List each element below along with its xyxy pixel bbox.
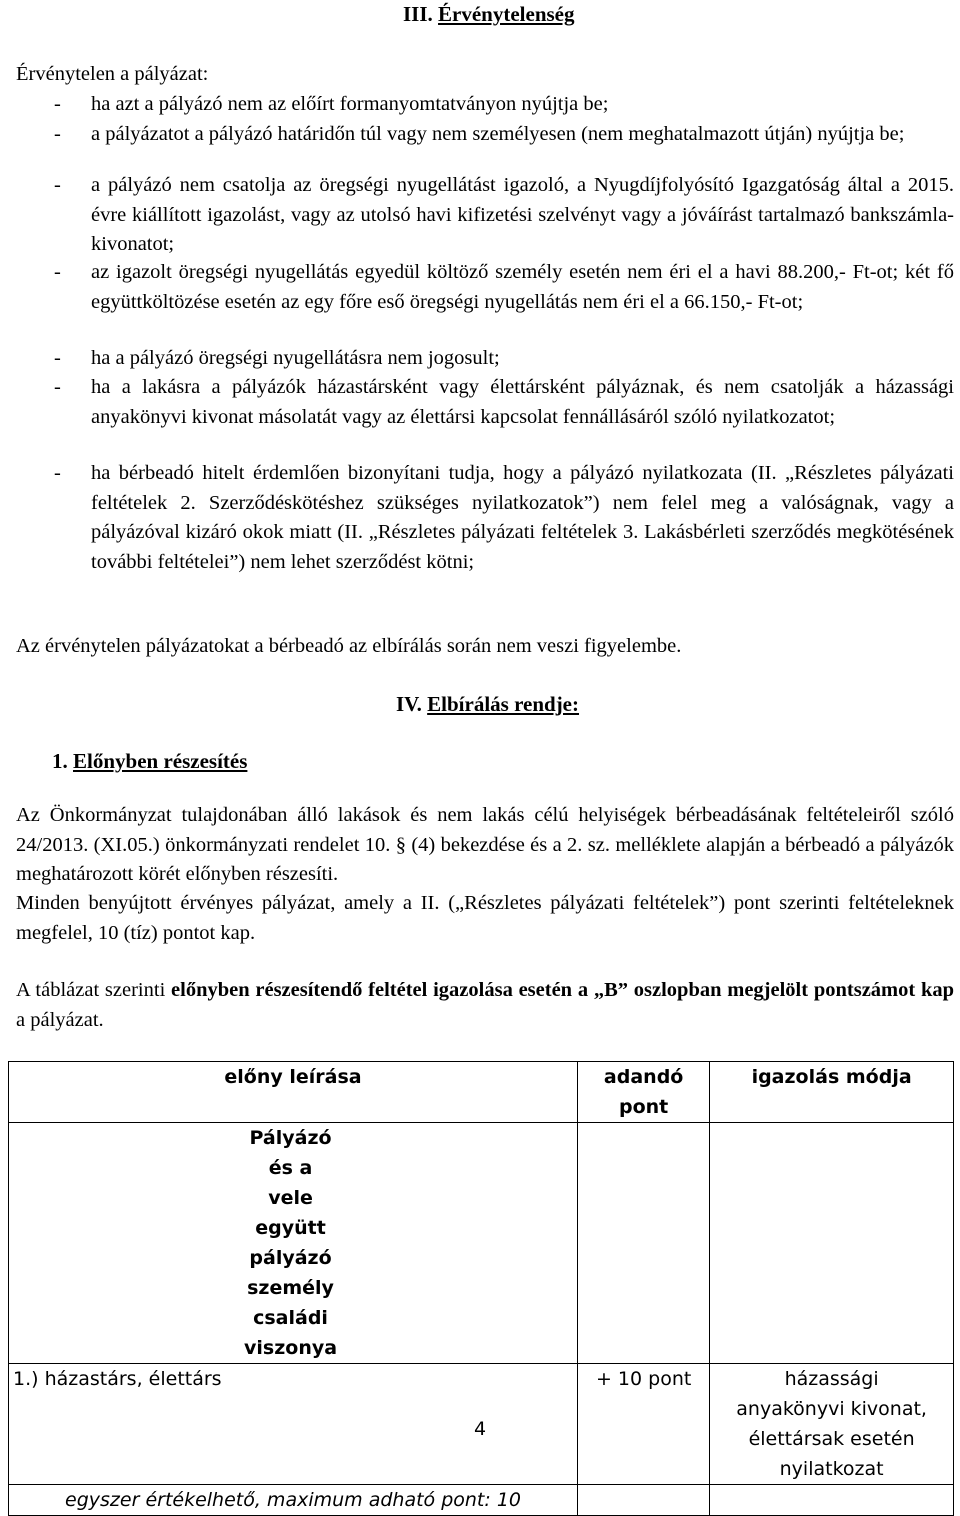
list-bullet: - xyxy=(54,261,61,283)
preference-table xyxy=(8,1061,954,1516)
row-description: 1.) házastárs, élettárs xyxy=(9,1364,578,1485)
table-footnote-row xyxy=(9,1485,954,1516)
instruction-text-end: a pályázat. xyxy=(16,1008,104,1031)
section-title: Elbírálás rendje: xyxy=(427,692,580,716)
column-header-points: adandó pont xyxy=(578,1062,710,1123)
row-footnote: egyszer értékelhető, maximum adható pont: 10 xyxy=(9,1485,578,1516)
instruction-text: A táblázat szerinti xyxy=(16,979,172,1001)
section-heading-evaluation xyxy=(396,692,579,717)
column-header-proof: igazolás módja xyxy=(710,1062,954,1123)
table-cell-empty xyxy=(578,1123,710,1364)
invalid-intro: Érvénytelen a pályázat: xyxy=(16,63,209,85)
table-cell-empty xyxy=(578,1485,710,1516)
column-header-description: előny leírása xyxy=(9,1062,578,1123)
list-bullet: - xyxy=(54,174,61,196)
list-bullet: - xyxy=(54,123,61,145)
invalid-note: Az érvénytelen pályázatokat a bérbeadó az elbírálás során nem veszi figyelembe. xyxy=(16,635,682,657)
list-bullet: - xyxy=(54,376,61,398)
row-points: + 10 pont xyxy=(578,1364,710,1485)
list-item-text: ha azt a pályázó nem az előírt formanyomtatványon nyújtja be; xyxy=(91,93,609,115)
table-instruction-paragraph xyxy=(16,976,954,1035)
list-item-text: a pályázatot a pályázó határidőn túl vagy nem személyesen (nem meghatalmazott útján) nyújtja be; xyxy=(91,123,905,145)
instruction-emphasis: előnyben részesítendő feltétel igazolása esetén a „B” oszlopban megjelölt pontszámot kap xyxy=(171,979,955,1001)
preference-paragraph: Az Önkormányzat tulajdonában álló lakások és nem lakás célú helyiségek bérbeadásának feltételeiről szóló 24/2013. (XI.05.) önkormányzati rendelet 10. § (4) bekezdése és a 2. sz. melléklete alapján a bérbeadó a pályázók meghatározott körét előnyben részesíti. xyxy=(16,804,954,886)
subsection-title: Előnyben részesítés xyxy=(73,749,248,773)
list-bullet: - xyxy=(54,347,61,369)
list-item-text: a pályázó nem csatolja az öregségi nyugellátást igazoló, a Nyugdíjfolyósító Igazgatóság által a 2015. évre kiállított igazolást, vagy az utolsó havi kifizetési szelvényt vagy a jóváírást tartalmazó bankszámla-kivonatot; xyxy=(91,174,954,256)
list-bullet: - xyxy=(54,93,61,115)
row-proof: házassági anyakönyvi kivonat, élettársak esetén nyilatkozat xyxy=(710,1364,954,1485)
list-item-text: az igazolt öregségi nyugellátás egyedül költöző személy esetén nem éri el a havi 88.200,- Ft-ot; két fő együttköltözése esetén az egy főre eső öregségi nyugellátás nem éri el a 66.150,- Ft-ot; xyxy=(91,261,954,313)
table-cell-empty xyxy=(710,1123,954,1364)
section-heading-invalidity xyxy=(403,2,575,27)
section-number: IV. xyxy=(396,692,422,716)
table-header-row xyxy=(9,1062,954,1123)
page-number: 4 xyxy=(473,1418,487,1440)
table-cell-empty xyxy=(710,1485,954,1516)
subsection-number: 1. xyxy=(52,749,68,773)
section-number: III. xyxy=(403,2,433,26)
section-title: Érvénytelenség xyxy=(438,2,575,26)
table-group-row xyxy=(9,1123,954,1364)
points-paragraph: Minden benyújtott érvényes pályázat, amely a II. („Részletes pályázati feltételek”) pont szerinti feltételeknek megfelel, 10 (tíz) pontot kap. xyxy=(16,892,954,944)
subsection-heading-preference xyxy=(52,749,247,774)
list-item-text: ha a pályázó öregségi nyugellátásra nem jogosult; xyxy=(91,347,500,369)
list-item-text: ha a lakásra a pályázók házastársként vagy élettársként pályáznak, és nem csatolják a házassági anyakönyvi kivonat másolatát vagy az élettársi kapcsolat fennállásáról szóló nyilatkozatot; xyxy=(91,376,954,428)
list-bullet: - xyxy=(54,462,61,484)
list-item-text: ha bérbeadó hitelt érdemlően bizonyítani tudja, hogy a pályázó nyilatkozata (II. „Részletes pályázati feltételek 2. Szerződéskötéshez szükséges nyilatkozatok”) nem felel meg a valóságnak, vagy a pályázóval kizáró okok miatt (II. „Részletes pályázati feltételek 3. Lakásbérleti szerződés megkötésének további feltételei”) nem lehet szerződést kötni; xyxy=(91,462,954,573)
group-title: Pályázó és a vele együtt pályázó személy családi viszonya xyxy=(9,1123,578,1364)
